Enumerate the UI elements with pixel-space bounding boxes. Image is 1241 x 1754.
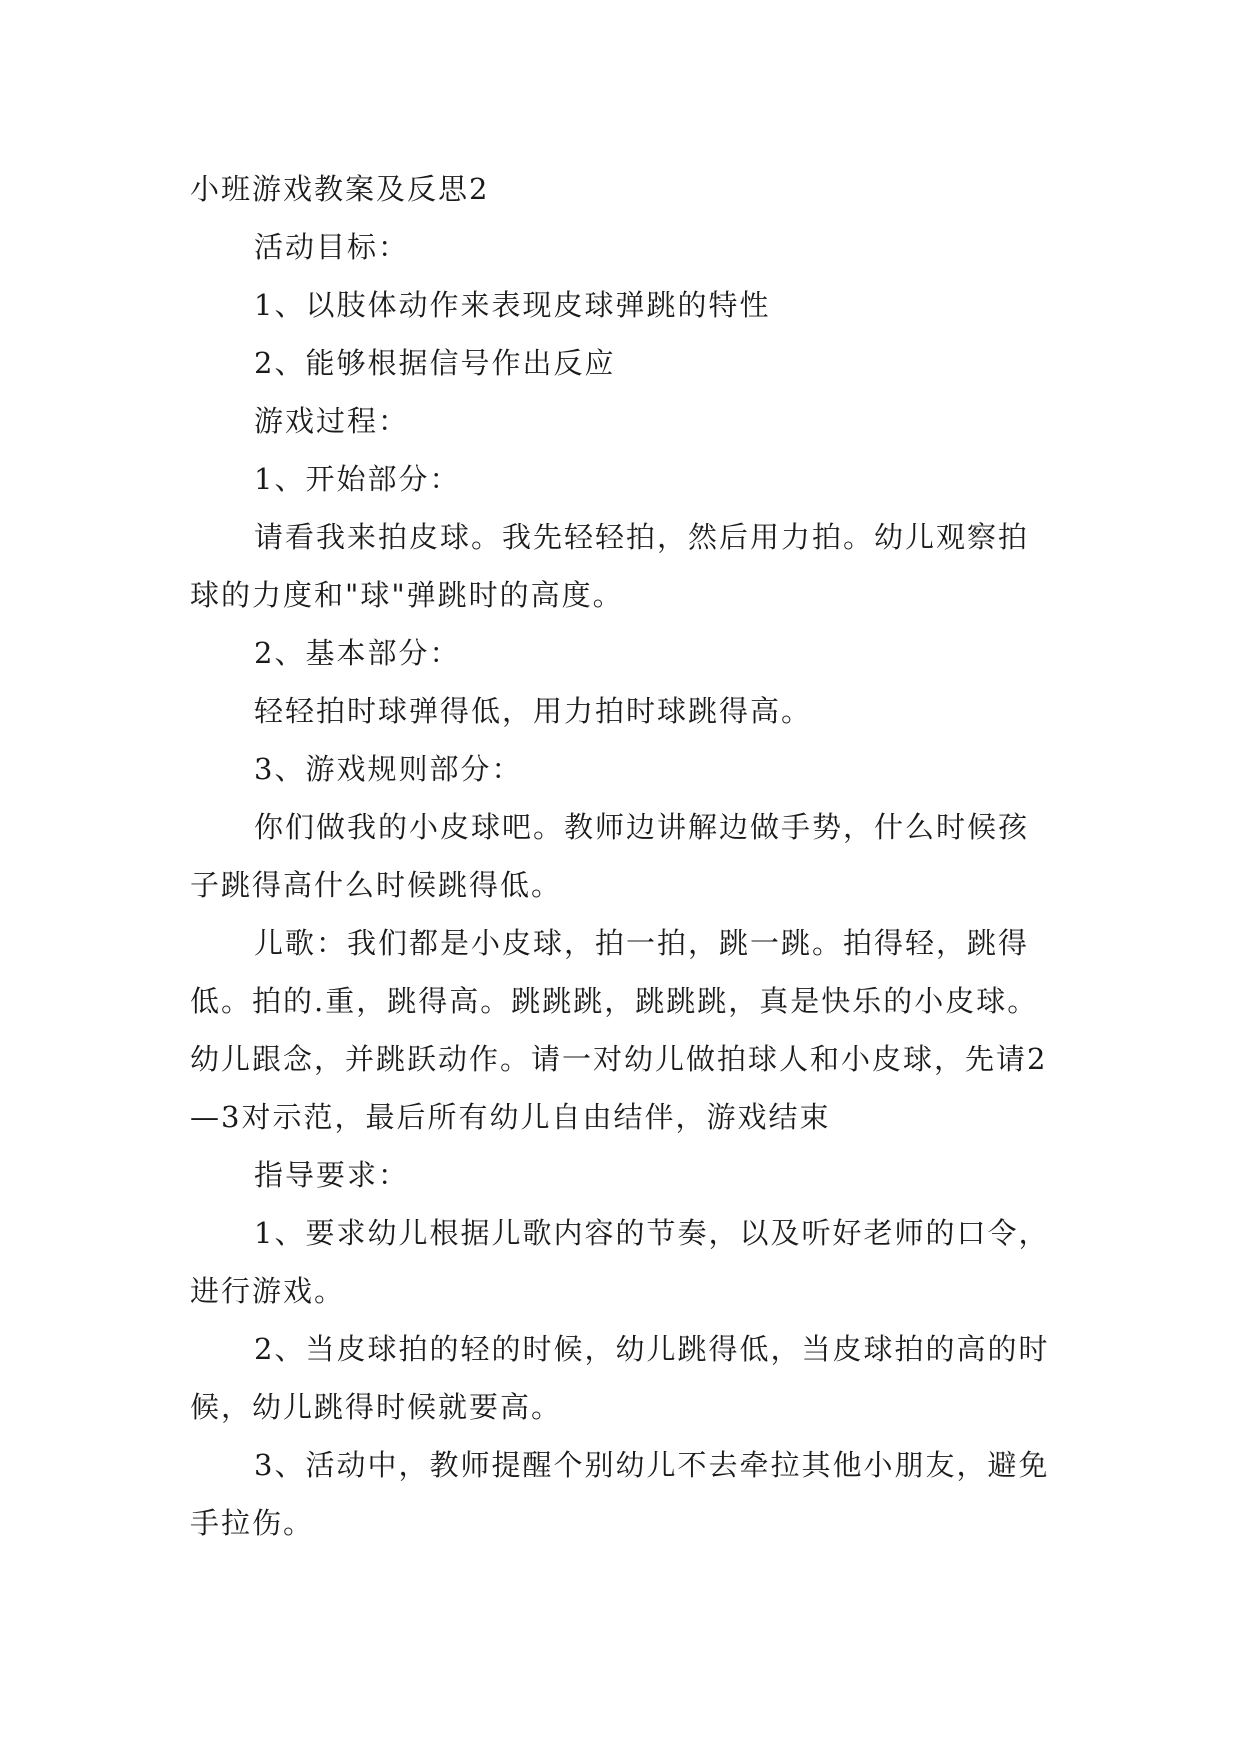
paragraph-goal-1: 1、以肢体动作来表现皮球弹跳的特性 — [254, 288, 771, 322]
paragraph-basic-part-heading: 2、基本部分： — [254, 636, 461, 670]
document-body — [190, 160, 1056, 1552]
paragraph-start-part-body: 请看我来拍皮球。我先轻轻拍，然后用力拍。幼儿观察拍球的力度和"球"弹跳时的高度。 — [190, 520, 1030, 612]
paragraph-rules-heading: 3、游戏规则部分： — [254, 752, 523, 786]
paragraph-nursery-rhyme: 儿歌：我们都是小皮球，拍一拍，跳一跳。拍得轻，跳得低。拍的.重，跳得高。跳跳跳，跳跳跳，真是快乐的小皮球。幼儿跟念，并跳跃动作。请一对幼儿做拍球人和小皮球，先请2—3对示范，最后所有幼儿自由结伴，游戏结束 — [190, 926, 1048, 1134]
document-title: 小班游戏教案及反思2 — [190, 172, 490, 206]
paragraph-goal-2: 2、能够根据信号作出反应 — [254, 346, 616, 380]
paragraph-game-process-heading: 游戏过程： — [254, 404, 410, 438]
paragraph-guidance-1: 1、要求幼儿根据儿歌内容的节奏，以及听好老师的口令，进行游戏。 — [190, 1216, 1050, 1308]
paragraph-rules-body: 你们做我的小皮球吧。教师边讲解边做手势，什么时候孩子跳得高什么时候跳得低。 — [190, 810, 1030, 902]
paragraph-basic-part-body: 轻轻拍时球弹得低，用力拍时球跳得高。 — [254, 694, 813, 728]
paragraph-guidance-heading: 指导要求： — [254, 1158, 410, 1192]
paragraph-guidance-3: 3、活动中，教师提醒个别幼儿不去牵拉其他小朋友，避免手拉伤。 — [190, 1448, 1050, 1540]
paragraph-guidance-2: 2、当皮球拍的轻的时候，幼儿跳得低，当皮球拍的高的时候，幼儿跳得时候就要高。 — [190, 1332, 1050, 1424]
paragraph-start-part-heading: 1、开始部分： — [254, 462, 461, 496]
paragraph-activity-goals-heading: 活动目标： — [254, 230, 410, 264]
